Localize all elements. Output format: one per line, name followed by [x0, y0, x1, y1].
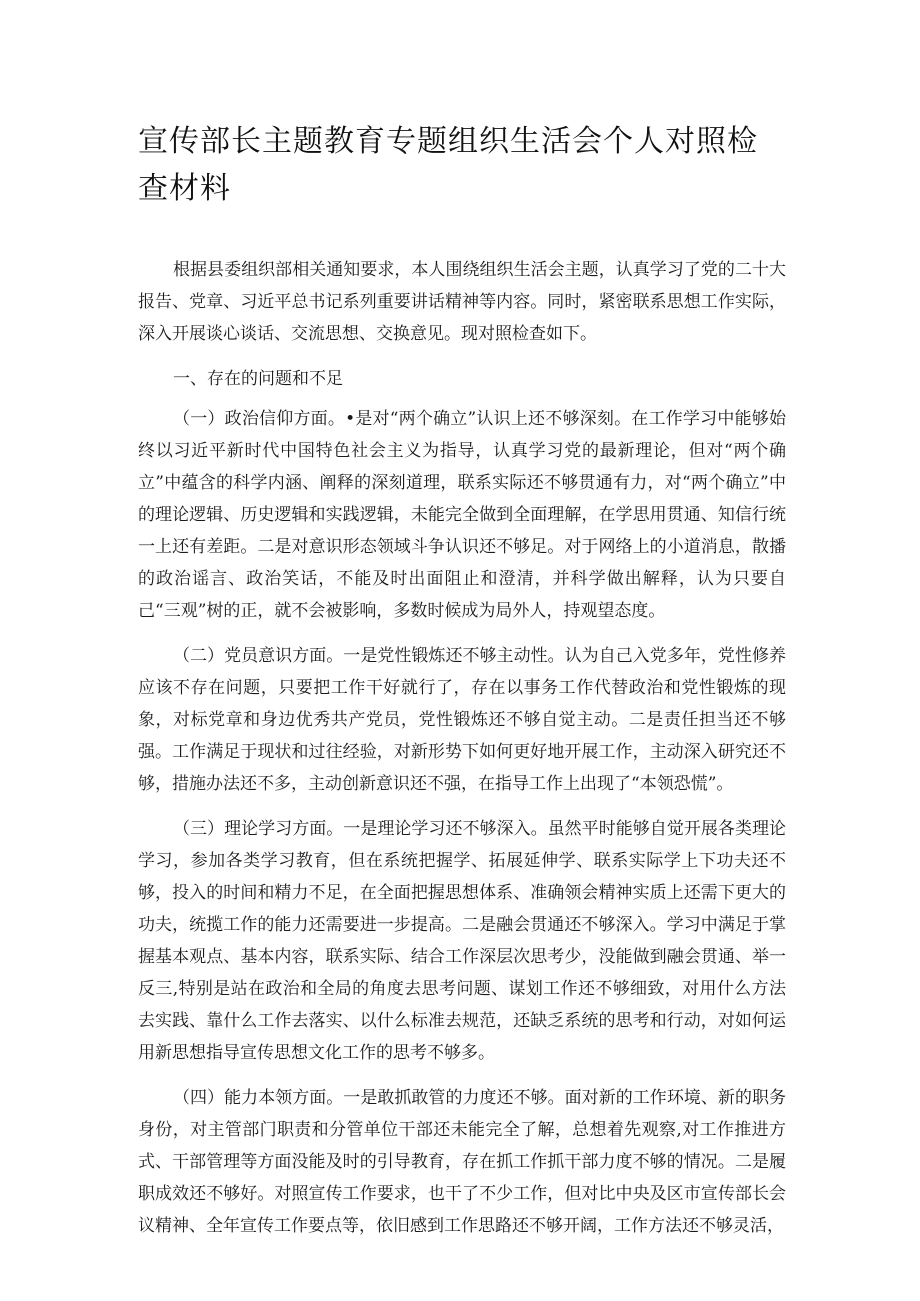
- paragraph-theory-study: （三）理论学习方面。一是理论学习还不够深入。虽然平时能够自觉开展各类理论学习，参加各类学习教育，但在系统把握学、拓展延伸学、联系实际学上下功夫还不够，投入的时间和精力不足，在全面把握思想体系、准确领会精神实质上还需下更大的功夫，统揽工作的能力还需要进一步提高。二是融会贯通还不够深入。学习中满足于掌握基本观点、基本内容，联系实际、结合工作深层次思考少，没能做到融会贯通、举一反三,特别是站在政治和全局的角度去思考问题、谋划工作还不够细致，对用什么方法去实践、靠什么工作去落实、以什么标准去规范，还缺乏系统的思考和行动，对如何运用新思想指导宣传思想文化工作的思考不够多。: [138, 819, 786, 1063]
- paragraph-party-awareness: （二）党员意识方面。一是党性锻炼还不够主动性。认为自己入党多年，党性修养应该不存在问题，只要把工作干好就行了，存在以事务工作代替政治和党性锻炼的现象，对标党章和身边优秀共产党员，党性锻炼还不够自觉主动。二是责任担当还不够强。工作满足于现状和过往经验，对新形势下如何更好地开展工作，主动深入研究还不够，措施办法还不多，主动创新意识还不强，在指导工作上出现了“本领恐慌”。: [138, 646, 786, 794]
- paragraph-ability: （四）能力本领方面。一是敢抓敢管的力度还不够。面对新的工作环境、新的职务身份，对主管部门职责和分管单位干部还未能完全了解，总想着先观察,对工作推进方式、干部管理等方面没能及时的引导教育，存在抓工作抓干部力度不够的情况。二是履职成效还不够好。对照宣传工作要求，也干了不少工作，但对比中央及区市宣传部长会议精神、全年宣传工作要点等，依旧感到工作思路还不够开阔，工作方法还不够灵活，: [138, 1088, 786, 1236]
- section-heading: 一、存在的问题和不足: [173, 369, 343, 389]
- document-body: [138, 254, 786, 1255]
- intro-paragraph: 根据县委组织部相关通知要求，本人围绕组织生活会主题，认真学习了党的二十大报告、党章、习近平总书记系列重要讲话精神等内容。同时，紧密联系思想工作实际，深入开展谈心谈话、交流思想、交换意见。现对照检查如下。: [138, 260, 786, 344]
- document-title: 宣传部长主题教育专题组织生活会个人对照检查材料: [138, 124, 758, 206]
- paragraph-political-belief: （一）政治信仰方面。•是对“两个确立”认识上还不够深刻。在工作学习中能够始终以习近平新时代中国特色社会主义为指导，认真学习党的最新理论，但对“两个确立”中蕴含的科学内涵、阐释的深刻道理，联系实际还不够贯通有力，对“两个确立”中的理论逻辑、历史逻辑和实践逻辑，未能完全做到全面理解，在学思用贯通、知信行统一上还有差距。二是对意识形态领域斗争认识还不够足。对于网络上的小道消息，散播的政治谣言、政治笑话，不能及时出面阻止和澄清，并科学做出解释，认为只要自己“三观”树的正，就不会被影响，多数时候成为局外人，持观望态度。: [138, 409, 786, 621]
